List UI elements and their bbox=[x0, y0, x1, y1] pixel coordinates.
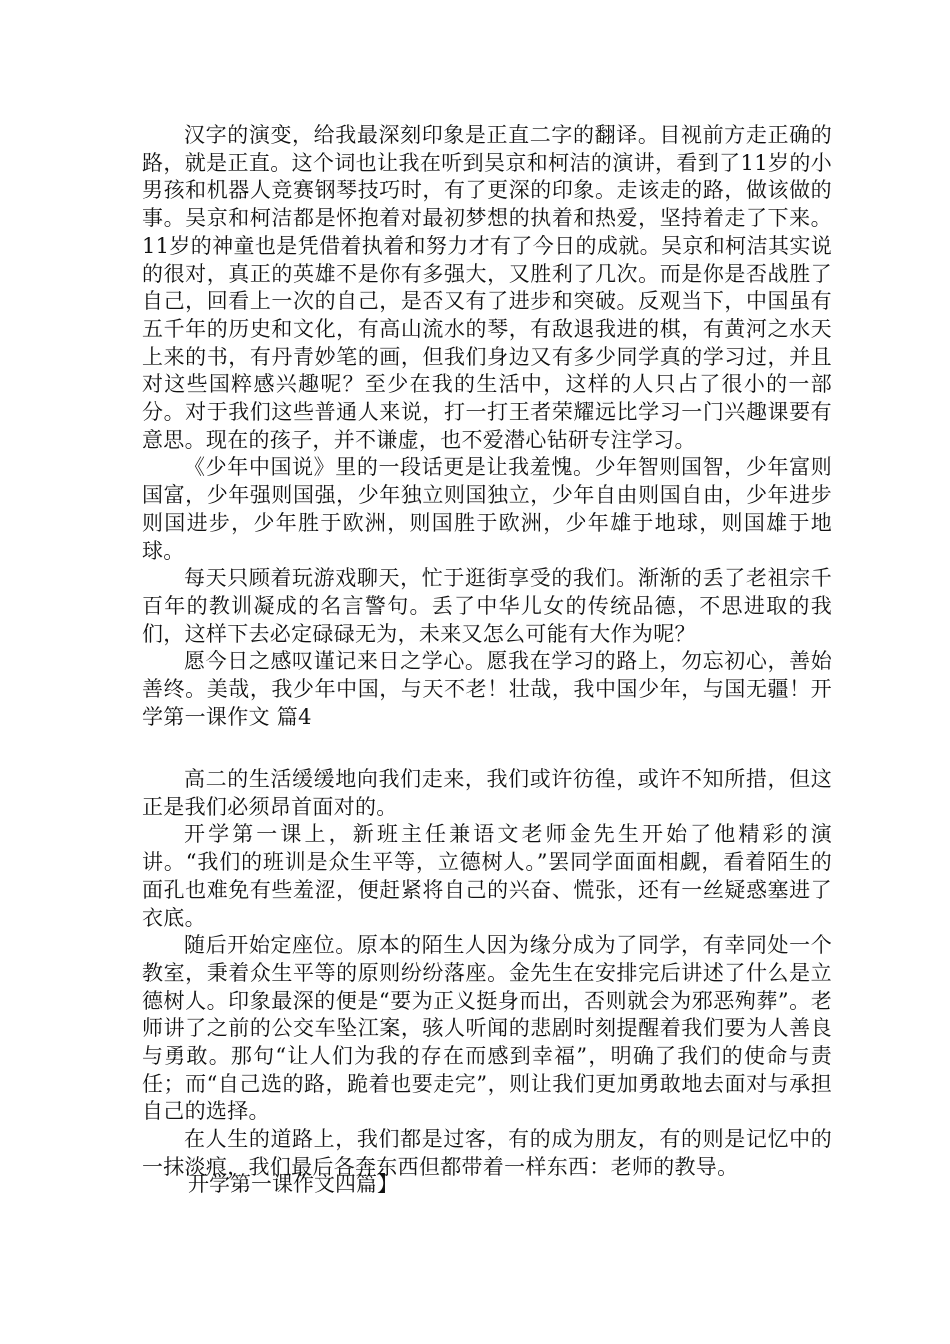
paragraph-6: 开学第一课上，新班主任兼语文老师金先生开始了他精彩的演讲。“我们的班训是众生平等，立德树人。”罢同学面面相觑，看着陌生的面孔也难免有些羞涩，便赶紧将自己的兴奋、慌张，还有一丝疑惑塞进了衣底。 bbox=[142, 822, 832, 930]
closing-heading: 开学第一课作文四篇】 bbox=[188, 1172, 398, 1196]
paragraph-7: 随后开始定座位。原本的陌生人因为缘分成为了同学，有幸同处一个教室，秉着众生平等的原则纷纷落座。金先生在安排完后讲述了什么是立德树人。印象最深的便是“要为正义挺身而出，否则就会为邪恶殉葬”。老师讲了之前的公交车坠江案，骇人听闻的悲剧时刻提醒着我们要为人善良与勇敢。那句“让人们为我的存在而感到幸福”，明确了我们的使命与责任；而“自己选的路，跪着也要走完”，则让我们更加勇敢地去面对与承担自己的选择。 bbox=[142, 933, 832, 1124]
paragraph-8: 在人生的道路上，我们都是过客，有的成为朋友，有的则是记忆中的一抹淡痕，我们最后各奔东西但都带着一样东西：老师的教导。 bbox=[142, 1127, 832, 1179]
essay-section-1 bbox=[142, 122, 832, 731]
essay-section-2 bbox=[142, 766, 832, 1182]
paragraph-4: 愿今日之感叹谨记来日之学心。愿我在学习的路上，勿忘初心，善始善终。美哉，我少年中国，与天不老！壮哉，我中国少年，与国无疆！开学第一课作文 篇4 bbox=[142, 649, 832, 729]
paragraph-2: 《少年中国说》里的一段话更是让我羞愧。少年智则国智，少年富则国富，少年强则国强，少年独立则国独立，少年自由则国自由，少年进步则国进步，少年胜于欧洲，则国胜于欧洲，少年雄于地球，则国雄于地球。 bbox=[142, 455, 832, 563]
paragraph-1: 汉字的演变，给我最深刻印象是正直二字的翻译。目视前方走正确的路，就是正直。这个词也让我在听到吴京和柯洁的演讲，看到了11岁的小男孩和机器人竞赛钢琴技巧时，有了更深的印象。走该走的路，做该做的事。吴京和柯洁都是怀抱着对最初梦想的执着和热爱，坚持着走了下来。11岁的神童也是凭借着执着和努力才有了今日的成就。吴京和柯洁其实说的很对，真正的英雄不是你有多强大，又胜利了几次。而是你是否战胜了自己，回看上一次的自己，是否又有了进步和突破。反观当下，中国虽有五千年的历史和文化，有高山流水的琴，有敌退我进的棋，有黄河之水天上来的书，有丹青妙笔的画，但我们身边又有多少同学真的学习过，并且对这些国粹感兴趣呢？至少在我的生活中，这样的人只占了很小的一部分。对于我们这些普通人来说，打一打王者荣耀远比学习一门兴趣课要有意思。现在的孩子，并不谦虚，也不爱潜心钻研专注学习。 bbox=[142, 123, 832, 452]
paragraph-5: 高二的生活缓缓地向我们走来，我们或许彷徨，或许不知所措，但这正是我们必须昂首面对的。 bbox=[142, 767, 832, 819]
paragraph-3: 每天只顾着玩游戏聊天，忙于逛街享受的我们。渐渐的丢了老祖宗千百年的教训凝成的名言警句。丢了中华儿女的传统品德，不思进取的我们，这样下去必定碌碌无为，未来又怎么可能有大作为呢？ bbox=[142, 566, 832, 646]
